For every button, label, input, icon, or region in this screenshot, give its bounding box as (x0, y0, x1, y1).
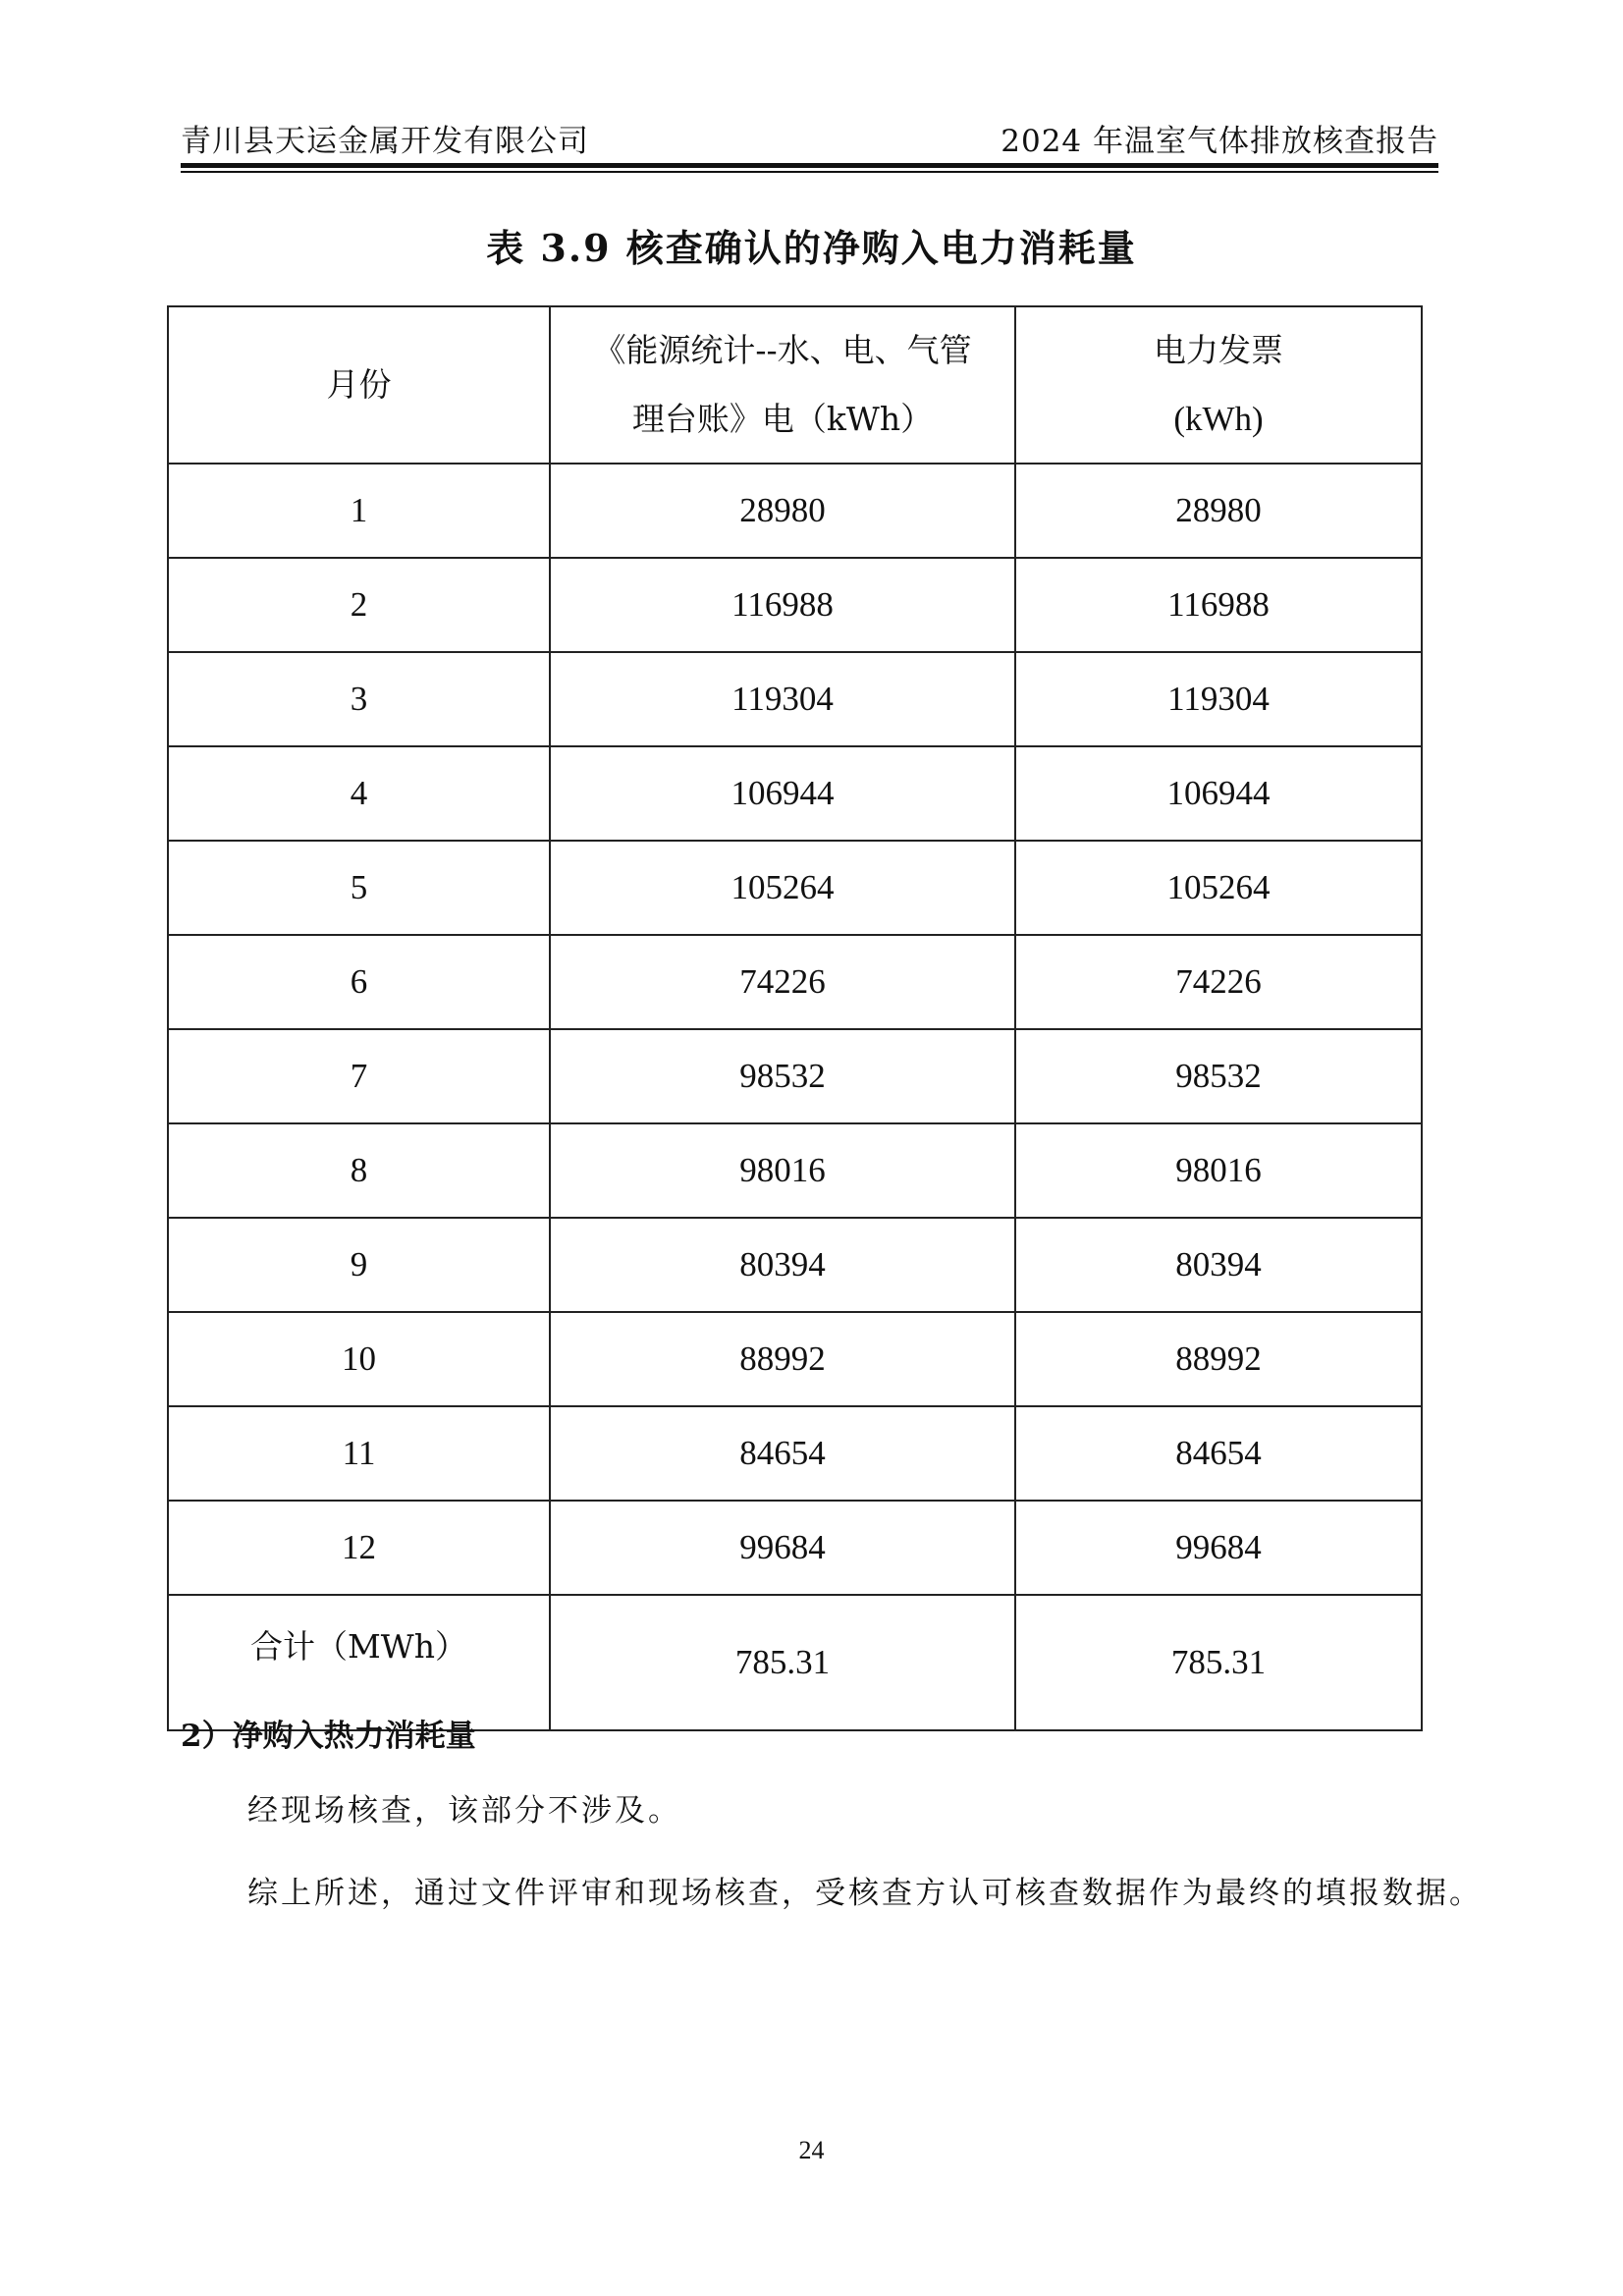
invoice-cell: 80394 (1015, 1218, 1422, 1312)
month-cell: 3 (168, 652, 550, 746)
header-ledger-line2: 理台账》电（kWh） (631, 400, 934, 438)
invoice-cell: 116988 (1015, 558, 1422, 652)
month-cell: 4 (168, 746, 550, 841)
table-row (168, 1406, 1422, 1501)
table-row (168, 1501, 1422, 1595)
month-cell: 9 (168, 1218, 550, 1312)
month-cell: 6 (168, 935, 550, 1029)
table-row (168, 1123, 1422, 1218)
invoice-cell: 84654 (1015, 1406, 1422, 1501)
ledger-cell: 84654 (550, 1406, 1015, 1501)
header-month-label: 月份 (326, 365, 392, 404)
ledger-cell: 74226 (550, 935, 1015, 1029)
month-cell: 11 (168, 1406, 550, 1501)
month-cell: 5 (168, 841, 550, 935)
month-cell: 7 (168, 1029, 550, 1123)
header-ledger-line1: 《能源统计--水、电、气管 (593, 331, 972, 369)
table-row (168, 558, 1422, 652)
header-invoice-line1: 电力发票 (1154, 331, 1283, 369)
header-rule-thin (181, 171, 1438, 173)
ledger-cell: 105264 (550, 841, 1015, 935)
page-number: 24 (798, 2136, 825, 2164)
ledger-cell: 28980 (550, 464, 1015, 558)
total-label-cell: 合计（MWh） (168, 1595, 550, 1730)
month-cell: 1 (168, 464, 550, 558)
ledger-cell: 119304 (550, 652, 1015, 746)
table-row (168, 935, 1422, 1029)
ledger-cell: 88992 (550, 1312, 1015, 1406)
invoice-cell: 98016 (1015, 1123, 1422, 1218)
invoice-cell: 98532 (1015, 1029, 1422, 1123)
month-cell: 8 (168, 1123, 550, 1218)
header-invoice-line2: (kWh) (1173, 400, 1264, 438)
table-header-row (168, 306, 1422, 464)
table-title: 表 3.9 核查确认的净购入电力消耗量 (486, 226, 1137, 270)
ledger-cell: 99684 (550, 1501, 1015, 1595)
ledger-cell: 106944 (550, 746, 1015, 841)
ledger-cell: 80394 (550, 1218, 1015, 1312)
paragraph-2: 综上所述，通过文件评审和现场核查，受核查方认可核查数据作为最终的填报数据。 (247, 1876, 1483, 1911)
header-report-title: 2024 年温室气体排放核查报告 (1001, 124, 1438, 159)
header-company: 青川县天运金属开发有限公司 (181, 124, 589, 159)
electricity-table (167, 305, 1423, 1731)
month-cell: 12 (168, 1501, 550, 1595)
paragraph-1: 经现场核查，该部分不涉及。 (247, 1793, 681, 1829)
section-heading: 2）净购入热力消耗量 (181, 1719, 476, 1754)
table-row (168, 746, 1422, 841)
invoice-cell: 99684 (1015, 1501, 1422, 1595)
ledger-cell: 98532 (550, 1029, 1015, 1123)
header-cell-ledger (550, 306, 1015, 464)
ledger-cell: 116988 (550, 558, 1015, 652)
total-ledger-cell: 785.31 (550, 1595, 1015, 1730)
invoice-cell: 28980 (1015, 464, 1422, 558)
table-row (168, 1312, 1422, 1406)
header-cell-invoice (1015, 306, 1422, 464)
invoice-cell: 106944 (1015, 746, 1422, 841)
month-cell: 10 (168, 1312, 550, 1406)
header-cell-month (168, 306, 550, 464)
invoice-cell: 105264 (1015, 841, 1422, 935)
header-rule-thick (181, 163, 1438, 168)
table-row (168, 1029, 1422, 1123)
invoice-cell: 88992 (1015, 1312, 1422, 1406)
total-invoice-cell: 785.31 (1015, 1595, 1422, 1730)
invoice-cell: 74226 (1015, 935, 1422, 1029)
table-row (168, 464, 1422, 558)
table-row (168, 1218, 1422, 1312)
table-row (168, 841, 1422, 935)
invoice-cell: 119304 (1015, 652, 1422, 746)
table-row (168, 652, 1422, 746)
ledger-cell: 98016 (550, 1123, 1015, 1218)
month-cell: 2 (168, 558, 550, 652)
